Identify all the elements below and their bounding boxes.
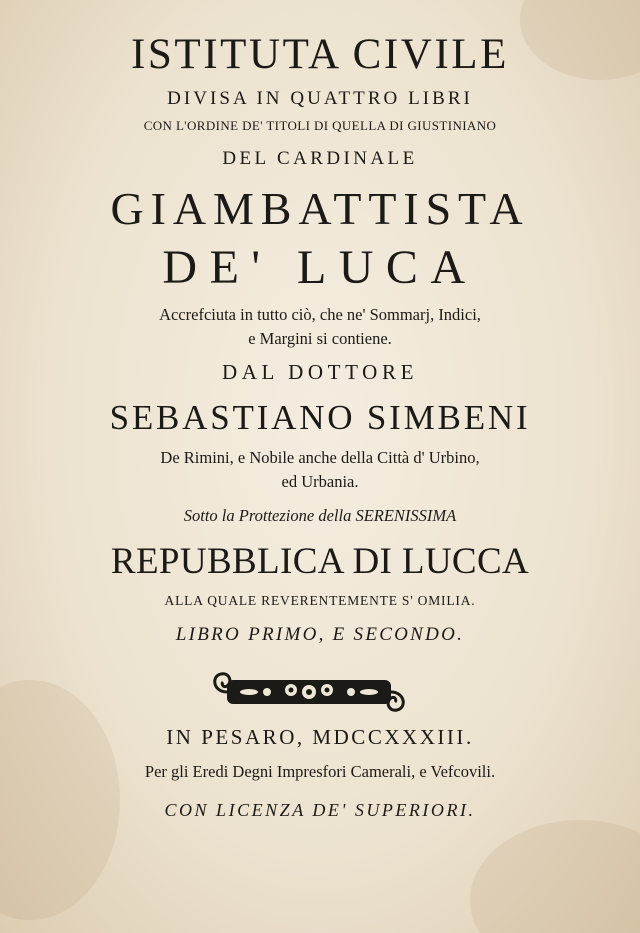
paper-stain [470, 820, 640, 933]
editor-origin-line2: ed Urbania. [281, 472, 359, 491]
editor-intro: DAL DOTTORE [221, 360, 419, 384]
imprint-place-date: IN PESARO, MDCCXXXIII. [166, 725, 474, 749]
imprint-license: CON LICENZA DE' SUPERIORI. [164, 800, 476, 820]
title-subline-cardinal: DEL CARDINALE [222, 148, 418, 169]
author-surname: DE' LUCA [162, 241, 478, 294]
title-subline-order: CON L'ORDINE DE' TITOLI DI QUELLA DI GIUSTINIANO [143, 118, 497, 133]
printer-ornament-icon [209, 668, 409, 716]
title-subline-divisions: DIVISA IN QUATTRO LIBRI [167, 88, 473, 109]
republic-name: REPUBBLICA DI LUCCA [110, 541, 530, 582]
contents-note-line2: e Margini si contiene. [248, 329, 392, 348]
imprint-printer: Per gli Eredi Degni Impresfori Camerali, e Vefcovili. [144, 762, 496, 781]
editor-name: SEBASTIANO SIMBENI [109, 398, 531, 437]
dedication-line: ALLA QUALE REVERENTEMENTE S' OMILIA. [164, 593, 476, 608]
author-first-name: GIAMBATTISTA [110, 183, 530, 234]
volume-line: LIBRO PRIMO, E SECONDO. [175, 624, 465, 645]
contents-note-line1: Accrefciuta in tutto ciò, che ne' Sommarj, Indici, [159, 305, 481, 324]
protection-intro: Sotto la Prottezione della SERENISSIMA [183, 506, 457, 525]
book-title: ISTITUTA CIVILE [131, 31, 509, 78]
editor-origin-line1: De Rimini, e Nobile anche della Città d' Urbino, [160, 448, 480, 467]
